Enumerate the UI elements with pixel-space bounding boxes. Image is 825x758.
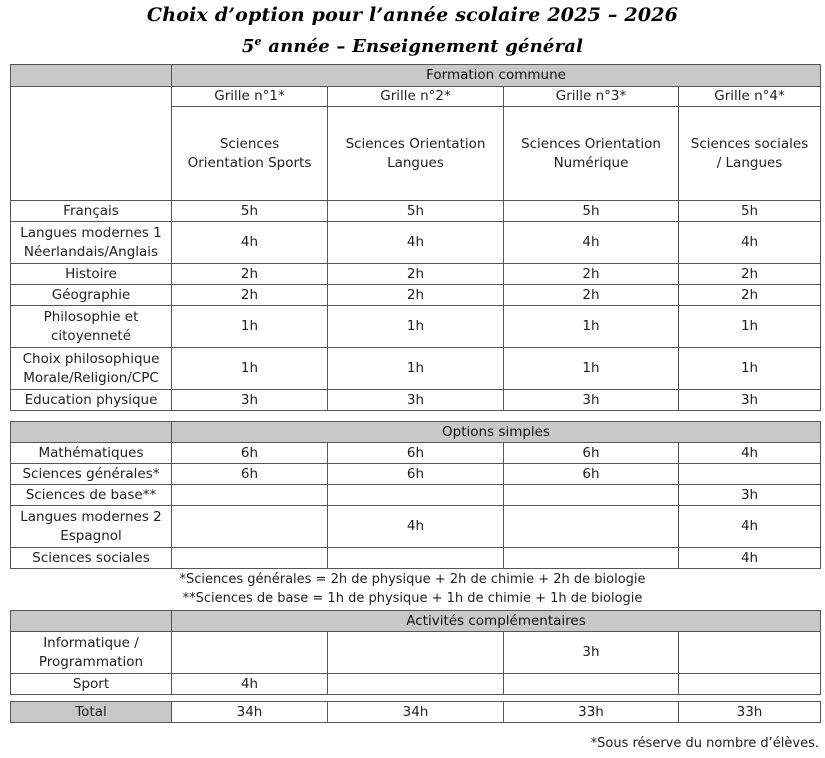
- hours-cell-grille-3: 3h: [504, 390, 679, 411]
- row-label-line: Mathématiques: [38, 444, 144, 461]
- row-label: [11, 443, 172, 464]
- orientation-grille-1: [172, 107, 328, 201]
- hours-cell-grille-4: [679, 464, 821, 485]
- hours-cell-grille-1: [172, 632, 328, 674]
- table-row: [11, 390, 821, 411]
- hours-cell-grille-3: 1h: [504, 306, 679, 348]
- formation-commune-table: [10, 64, 821, 411]
- orientation-grille-4-line: / Langues: [716, 154, 783, 171]
- hours-cell-grille-3: 5h: [504, 201, 679, 222]
- orientation-grille-2-line: Sciences Orientation: [345, 135, 486, 152]
- section-header-options-simples: Options simples: [172, 422, 821, 443]
- page-subtitle: [0, 35, 825, 57]
- row-label: [11, 264, 172, 285]
- hours-cell-grille-3: 1h: [504, 348, 679, 390]
- subtitle-number: 5: [241, 36, 255, 57]
- row-label-line: Education physique: [24, 391, 158, 408]
- hours-cell-grille-2: [328, 632, 504, 674]
- row-label: [11, 222, 172, 264]
- row-label-line: Histoire: [65, 265, 117, 282]
- row-label: [11, 506, 172, 548]
- table-row: [11, 632, 821, 674]
- row-label-line: Morale/Religion/CPC: [23, 369, 159, 386]
- hours-cell-grille-3: 2h: [504, 285, 679, 306]
- hours-cell-grille-3: 4h: [504, 222, 679, 264]
- row-label: [11, 285, 172, 306]
- corner-cell: [11, 611, 172, 632]
- orientation-grille-3-line: Numérique: [553, 154, 629, 171]
- hours-cell-grille-2: 4h: [328, 506, 504, 548]
- table-row: [11, 306, 821, 348]
- table-row: [11, 485, 821, 506]
- page-title: Choix d’option pour l’année scolaire 2025 – 2026: [146, 4, 679, 26]
- hours-cell-grille-2: 2h: [328, 285, 504, 306]
- subtitle-superscript: e: [254, 35, 262, 48]
- row-label: [11, 201, 172, 222]
- hours-cell-grille-4: 1h: [679, 348, 821, 390]
- hours-cell-grille-3: [504, 548, 679, 569]
- footnote: *Sous réserve du nombre d’élèves.: [590, 736, 819, 751]
- table-row: [11, 464, 821, 485]
- row-label-line: Sciences générales*: [22, 465, 160, 482]
- row-label-line: Espagnol: [60, 527, 122, 544]
- hours-cell-grille-1: [172, 548, 328, 569]
- row-label-line: Langues modernes 2: [20, 508, 162, 525]
- row-label: [11, 632, 172, 674]
- corner-cell: [11, 422, 172, 443]
- hours-cell-grille-1: 1h: [172, 348, 328, 390]
- options-simples-table: [10, 421, 821, 569]
- hours-cell-grille-2: [328, 674, 504, 695]
- hours-cell-grille-2: [328, 485, 504, 506]
- total-label: Total: [11, 702, 172, 723]
- hours-cell-grille-2: 1h: [328, 306, 504, 348]
- row-label-line: Sciences de base**: [25, 486, 157, 503]
- hours-cell-grille-2: 2h: [328, 264, 504, 285]
- grille-header-row: [11, 87, 821, 107]
- total-grille-4: 33h: [679, 702, 821, 723]
- hours-cell-grille-1: 5h: [172, 201, 328, 222]
- table-row: [11, 674, 821, 695]
- row-label-line: Néerlandais/Anglais: [23, 243, 159, 260]
- hours-cell-grille-1: 3h: [172, 390, 328, 411]
- orientation-grille-4: [679, 107, 821, 201]
- hours-cell-grille-3: 2h: [504, 264, 679, 285]
- row-label-line: Philosophie et: [43, 308, 139, 325]
- grille-2-header: Grille n°2*: [328, 87, 504, 107]
- total-grille-3: 33h: [504, 702, 679, 723]
- table-row: [11, 443, 821, 464]
- hours-cell-grille-4: 4h: [679, 548, 821, 569]
- hours-cell-grille-3: [504, 674, 679, 695]
- orientation-grille-3: [504, 107, 679, 201]
- hours-cell-grille-3: 3h: [504, 632, 679, 674]
- hours-cell-grille-4: 3h: [679, 485, 821, 506]
- hours-cell-grille-2: 6h: [328, 464, 504, 485]
- hours-cell-grille-3: 6h: [504, 443, 679, 464]
- table-row: [11, 506, 821, 548]
- row-label-line: Choix philosophique: [22, 350, 160, 367]
- activites-table: [10, 610, 821, 695]
- table-row: [11, 264, 821, 285]
- row-label-line: Programmation: [38, 653, 144, 670]
- row-label: [11, 485, 172, 506]
- hours-cell-grille-2: 5h: [328, 201, 504, 222]
- table-row: [11, 348, 821, 390]
- orientation-grille-1-line: Orientation Sports: [187, 154, 312, 171]
- hours-cell-grille-2: 1h: [328, 348, 504, 390]
- grille-3-header: Grille n°3*: [504, 87, 679, 107]
- hours-cell-grille-2: 3h: [328, 390, 504, 411]
- hours-cell-grille-1: 6h: [172, 443, 328, 464]
- hours-cell-grille-3: 6h: [504, 464, 679, 485]
- row-label: [11, 464, 172, 485]
- hours-cell-grille-2: [328, 548, 504, 569]
- total-table: [10, 701, 821, 723]
- row-label-line: Informatique /: [43, 634, 139, 651]
- orientation-grille-2-line: Langues: [387, 154, 444, 171]
- row-label-line: citoyenneté: [50, 327, 132, 344]
- blank-header-cell: [11, 87, 172, 201]
- hours-cell-grille-4: 4h: [679, 443, 821, 464]
- hours-cell-grille-2: 4h: [328, 222, 504, 264]
- hours-cell-grille-1: 6h: [172, 464, 328, 485]
- hours-cell-grille-1: [172, 485, 328, 506]
- hours-cell-grille-2: 6h: [328, 443, 504, 464]
- hours-cell-grille-4: 4h: [679, 506, 821, 548]
- hours-cell-grille-3: [504, 485, 679, 506]
- hours-cell-grille-1: 2h: [172, 264, 328, 285]
- section-header-activites: Activités complémentaires: [172, 611, 821, 632]
- hours-cell-grille-4: 5h: [679, 201, 821, 222]
- table-row: [11, 201, 821, 222]
- note-sciences-generales: *Sciences générales = 2h de physique + 2h de chimie + 2h de biologie: [179, 572, 646, 587]
- table-row: [11, 222, 821, 264]
- row-label: [11, 390, 172, 411]
- total-grille-2: 34h: [328, 702, 504, 723]
- hours-cell-grille-3: [504, 506, 679, 548]
- hours-cell-grille-4: 4h: [679, 222, 821, 264]
- subtitle-text: année – Enseignement général: [261, 36, 584, 57]
- hours-cell-grille-1: 1h: [172, 306, 328, 348]
- grille-1-header: Grille n°1*: [172, 87, 328, 107]
- total-row: [11, 702, 821, 723]
- corner-cell: [11, 65, 172, 87]
- orientation-grille-3-line: Sciences Orientation: [521, 135, 661, 152]
- hours-cell-grille-1: 4h: [172, 674, 328, 695]
- row-label: [11, 674, 172, 695]
- hours-cell-grille-1: [172, 506, 328, 548]
- hours-cell-grille-4: 1h: [679, 306, 821, 348]
- hours-cell-grille-4: 2h: [679, 285, 821, 306]
- row-label-line: Sport: [72, 675, 110, 692]
- hours-cell-grille-4: [679, 632, 821, 674]
- section-header-formation-commune: Formation commune: [172, 65, 821, 87]
- orientation-grille-1-line: Sciences: [219, 135, 280, 152]
- table-row: [11, 548, 821, 569]
- row-label: [11, 348, 172, 390]
- row-label-line: Sciences sociales: [32, 549, 150, 566]
- row-label: [11, 306, 172, 348]
- row-label-line: Français: [63, 202, 119, 219]
- hours-cell-grille-4: 2h: [679, 264, 821, 285]
- row-label-line: Langues modernes 1: [20, 224, 162, 241]
- hours-cell-grille-1: 4h: [172, 222, 328, 264]
- orientation-grille-4-line: Sciences sociales: [690, 135, 809, 152]
- table-row: [11, 285, 821, 306]
- hours-cell-grille-4: 3h: [679, 390, 821, 411]
- row-label: [11, 548, 172, 569]
- note-sciences-de-base: **Sciences de base = 1h de physique + 1h de chimie + 1h de biologie: [182, 591, 643, 606]
- row-label-line: Géographie: [51, 286, 131, 303]
- grille-4-header: Grille n°4*: [679, 87, 821, 107]
- hours-cell-grille-4: [679, 674, 821, 695]
- hours-cell-grille-1: 2h: [172, 285, 328, 306]
- orientation-grille-2: [328, 107, 504, 201]
- total-grille-1: 34h: [172, 702, 328, 723]
